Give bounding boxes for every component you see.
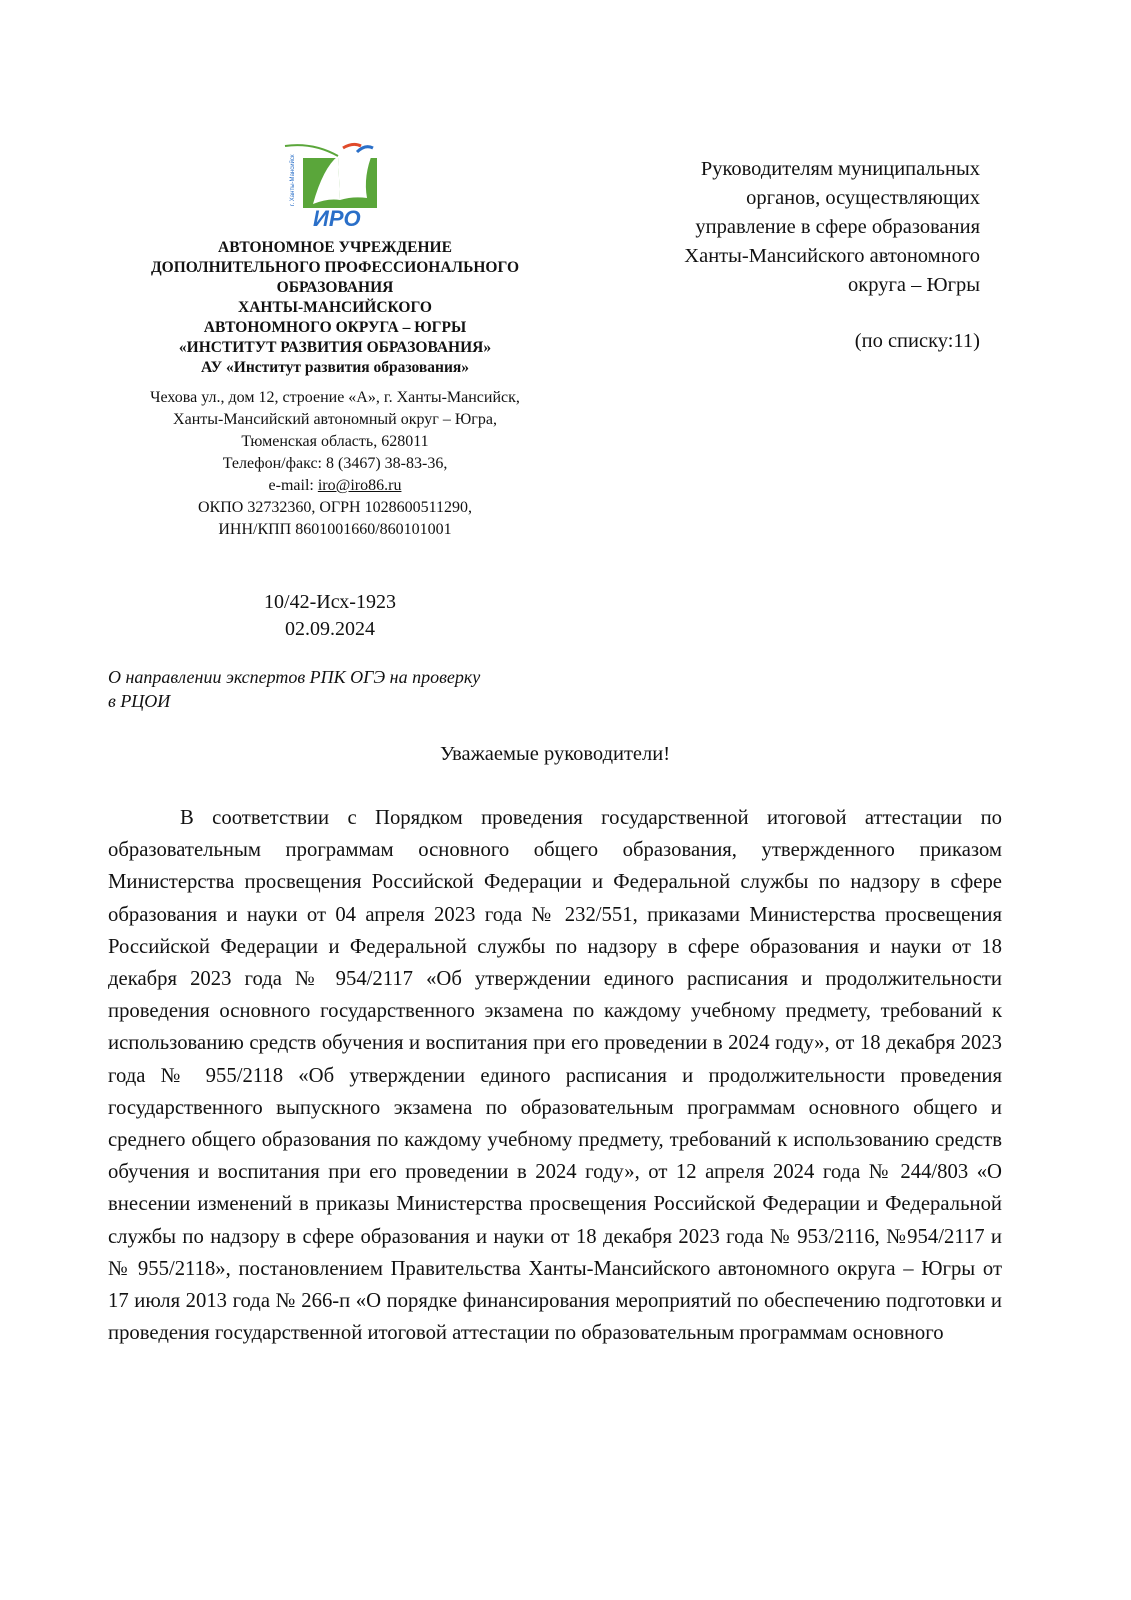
recipient-line: Ханты-Мансийского автономного xyxy=(684,245,980,267)
tax-codes-line: ИНН/КПП 8601001660/860101001 xyxy=(218,521,452,538)
recipient-line: округа – Югры xyxy=(848,274,980,296)
org-line: АВТОНОМНОГО ОКРУГА – ЮГРЫ xyxy=(203,319,467,336)
iro-logo-icon xyxy=(283,138,383,230)
registration-number: 10/42-Исх-1923 xyxy=(264,591,396,613)
letter-subject xyxy=(108,665,568,713)
email-label: e-mail: xyxy=(268,477,318,494)
logo-side-text: г. Ханты-Мансийск xyxy=(290,154,296,206)
phone-line: Телефон/факс: 8 (3467) 38-83-36, xyxy=(222,455,448,472)
registration-block xyxy=(210,589,450,643)
email-link[interactable]: iro@iro86.ru xyxy=(317,477,402,494)
recipient-line: органов, осуществляющих xyxy=(746,187,980,209)
org-line: АУ «Институт развития образования» xyxy=(200,359,470,376)
org-line: ОБРАЗОВАНИЯ xyxy=(276,279,394,296)
recipient-line: управление в сфере образования xyxy=(695,216,980,238)
registration-date: 02.09.2024 xyxy=(285,618,375,640)
recipient-line: Руководителям муниципальных xyxy=(700,158,980,180)
email-line xyxy=(95,475,575,497)
org-line: АВТОНОМНОЕ УЧРЕЖДЕНИЕ xyxy=(218,239,452,256)
org-line: ХАНТЫ-МАНСИЙСКОГО xyxy=(238,299,432,316)
address-line: Ханты-Мансийский автономный округ – Югра, xyxy=(173,411,497,428)
organization-name xyxy=(110,238,560,378)
registry-codes-line: ОКПО 32732360, ОГРН 1028600511290, xyxy=(198,499,472,516)
greeting: Уважаемые руководители! xyxy=(439,743,671,765)
address-line: Тюменская область, 628011 xyxy=(241,433,429,450)
iro-logo xyxy=(283,138,383,230)
recipient-list-note: (по списку:11) xyxy=(854,330,980,352)
subject-line: в РЦОИ xyxy=(108,691,171,711)
recipient-block xyxy=(600,155,980,356)
org-line: «ИНСТИТУТ РАЗВИТИЯ ОБРАЗОВАНИЯ» xyxy=(178,339,492,356)
body-paragraph: В соответствии с Порядком проведения государственной итоговой аттестации по образовательным программам основного общего образования, утвержденного приказом Министерства просвещения Российской Федерации и Федеральной службы по надзору в сфере образования и науки от 04 апреля 2023 года № 232/551, приказами Министерства просвещения Российской Федерации и Федеральной службы по надзору в сфере образования и науки от 18 декабря 2023 года № 954/2117 «Об утверждении единого расписания и продолжительности проведения основного государственного экзамена по каждому учебному предмету, требований к использованию средств обучения и воспитания при его проведении в 2024 году», от 18 декабря 2023 года № 955/2118 «Об утверждении единого расписания и продолжительности проведения государственного выпускного экзамена по образовательным программам основного общего и среднего общего образования по каждому учебному предмету, требований к использованию средств обучения и воспитания при его проведении в 2024 году», от 12 апреля 2024 года № 244/803 «О внесении изменений в приказы Министерства просвещения Российской Федерации и Федеральной службы по надзору в сфере образования и науки от 18 декабря 2023 года № 953/2116, №954/2117 и № 955/2118», постановлением Правительства Ханты-Мансийского автономного округа – Югры от 17 июля 2013 года № 266-п «О порядке финансирования мероприятий по обеспечению подготовки и проведения государственной итоговой аттестации по образовательным программам основного xyxy=(108,807,1002,1345)
org-line: ДОПОЛНИТЕЛЬНОГО ПРОФЕССИОНАЛЬНОГО xyxy=(150,259,520,276)
logo-text: ИРО xyxy=(313,206,361,230)
address-line: Чехова ул., дом 12, строение «А», г. Ханты-Мансийск, xyxy=(150,389,520,406)
subject-line: О направлении экспертов РПК ОГЭ на проверку xyxy=(108,667,481,687)
address-block xyxy=(95,387,575,541)
